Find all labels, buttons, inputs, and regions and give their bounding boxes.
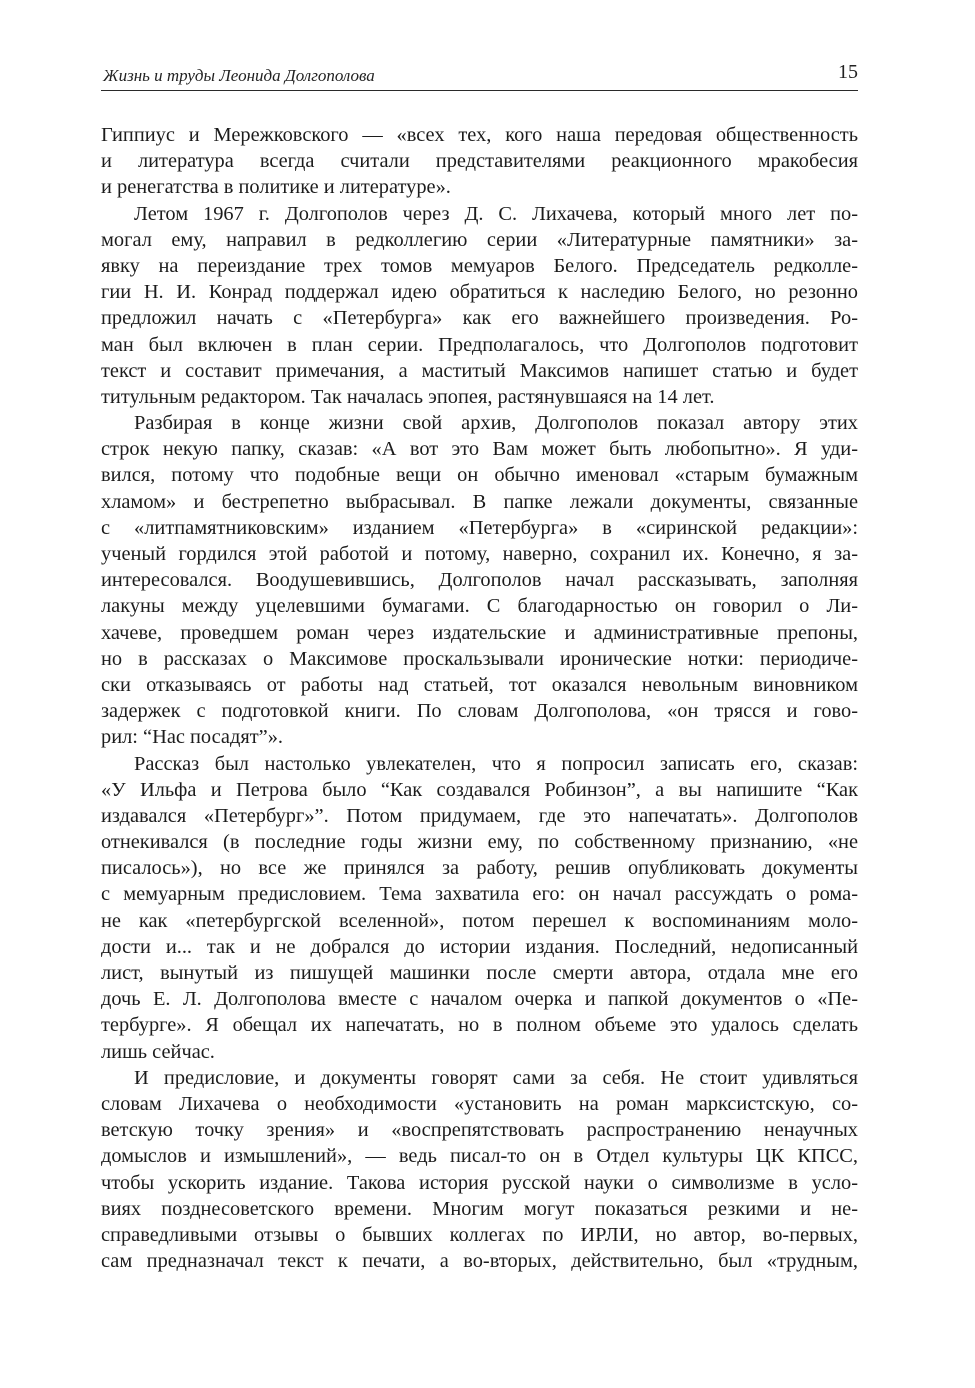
text-line: титульным редактором. Так началась эпопея, растянувшаяся на 14 лет. [101, 385, 715, 408]
text-line: домыслов и измышлений», — ведь писал-то он в Отдел культуры ЦК КПСС, [101, 1145, 858, 1168]
text-line: лакуны между уцелевшими бумагами. С благодарностью он говорил о Ли- [101, 595, 858, 618]
text-line: рил: “Нас посадят”». [101, 726, 283, 749]
text-line: Гиппиус и Мережковского — «всех тех, кого наша передовая общественность [101, 124, 858, 146]
text-line: писалось»), но все же принялся за работу, решив опубликовать документы [101, 857, 858, 880]
text-line: Рассказ был настолько увлекателен, что я попросил записать его, сказав: [134, 752, 858, 775]
text-line: предложил начать с «Петербурга» как его важнейшего произведения. Ро- [101, 307, 858, 330]
text-line: лишь сейчас. [101, 1040, 215, 1063]
running-title: Жизнь и труды Леонида Долгополова [103, 66, 375, 85]
text-line: задержек с подготовкой книги. По словам Долгополова, «он трясся и гово- [101, 700, 858, 723]
text-line: явку на переиздание трех томов мемуаров Белого. Председатель редколле- [101, 254, 858, 277]
text-line: словам Лихачева о необходимости «установить на роман марксистскую, со- [101, 1092, 858, 1115]
paragraph [101, 122, 858, 201]
paragraph [101, 751, 858, 1065]
page-number: 15 [838, 61, 858, 83]
text-line: И предисловие, и документы говорят сами за себя. Не стоит удивляться [134, 1066, 858, 1089]
text-line: не как «петербургской вселенной», потом перешел к воспоминаниям моло- [101, 909, 858, 932]
text-line: и литература всегда считали представителями реакционного мракобесия [101, 150, 858, 173]
text-line: могал ему, направил в редколлегию серии «Литературные памятники» за- [101, 228, 858, 251]
text-line: ветскую точку зрения» и «воспрепятствовать распространению ненаучных [101, 1119, 858, 1142]
text-line: хачеве, проведшем роман через издательские и административные препоны, [101, 621, 858, 644]
text-line: с «литпамятниковским» изданием «Петербурга» в «сиринской редакции»: [101, 516, 858, 539]
text-line: и ренегатства в политике и литературе». [101, 176, 451, 199]
body-text [101, 122, 858, 1274]
text-line: тербурге». Я обещал их напечатать, но в полном объеме это удалось сделать [101, 1014, 858, 1037]
text-line: сам предназначал текст к печати, а во-вторых, действительно, был «трудным, [101, 1250, 858, 1273]
text-line: лист, вынутый из пишущей машинки после смерти автора, отдала мне его [101, 962, 858, 984]
text-line: издавался «Петербург»”. Потом придумаем, где это напечатать». Долгополов [101, 804, 858, 827]
text-line: Летом 1967 г. Долгополов через Д. С. Лихачева, который много лет по- [134, 202, 858, 225]
text-line: дочь Е. Л. Долгополова вместе с началом очерка и папкой документов о «Пе- [101, 988, 858, 1011]
text-line: гии Н. И. Конрад поддержал идею обратиться к наследию Белого, но резонно [101, 281, 858, 304]
text-line: ман был включен в план серии. Предполагалось, что Долгополов подготовит [101, 333, 858, 356]
text-line: но в рассказах о Максимове проскальзывали иронические нотки: периодиче- [101, 647, 858, 670]
text-line: ски отказываясь от работы над статьей, тот оказался невольным виновником [101, 673, 858, 696]
text-line: справедливыми отзывы о бывших коллегах по ИРЛИ, но автор, во-первых, [101, 1223, 858, 1246]
text-line: Разбирая в конце жизни свой архив, Долгополов показал автору этих [134, 412, 858, 435]
paragraph [101, 410, 858, 750]
paragraph [101, 201, 858, 411]
text-line: ученый гордился этой работой и потому, наверно, сохранил их. Конечно, я за- [101, 543, 858, 565]
text-line: текст и составит примечания, а маститый Максимов напишет статью и будет [101, 359, 858, 382]
text-line: отнекивался (в последние годы жизни ему, по собственному признанию, «не [101, 831, 858, 854]
paragraph [101, 1065, 858, 1275]
text-line: интересовался. Воодушевившись, Долгополов начал рассказывать, заполняя [101, 569, 858, 592]
text-line: виях позднесоветского времени. Многим могут показаться резкими и не- [101, 1197, 858, 1220]
text-line: чтобы ускорить издание. Такова история русской науки о символизме в усло- [101, 1171, 858, 1194]
text-line: дости и... так и не добрался до истории издания. Последний, недописанный [101, 935, 858, 958]
text-line: хламом» и бестрепетно выбрасывал. В папке лежали документы, связанные [101, 490, 858, 513]
running-header [101, 58, 858, 91]
text-line: строк некую папку, сказав: «А вот это Вам может быть любопытно». Я уди- [101, 438, 858, 461]
text-line: «У Ильфа и Петрова было “Как создавался Робинзон”, а вы напишите “Как [101, 778, 858, 801]
text-line: вился, потому что подобные вещи он обычно именовал «старым бумажным [101, 464, 858, 487]
text-line: с мемуарным предисловием. Тема захватила его: он начал рассуждать о рома- [101, 883, 858, 906]
